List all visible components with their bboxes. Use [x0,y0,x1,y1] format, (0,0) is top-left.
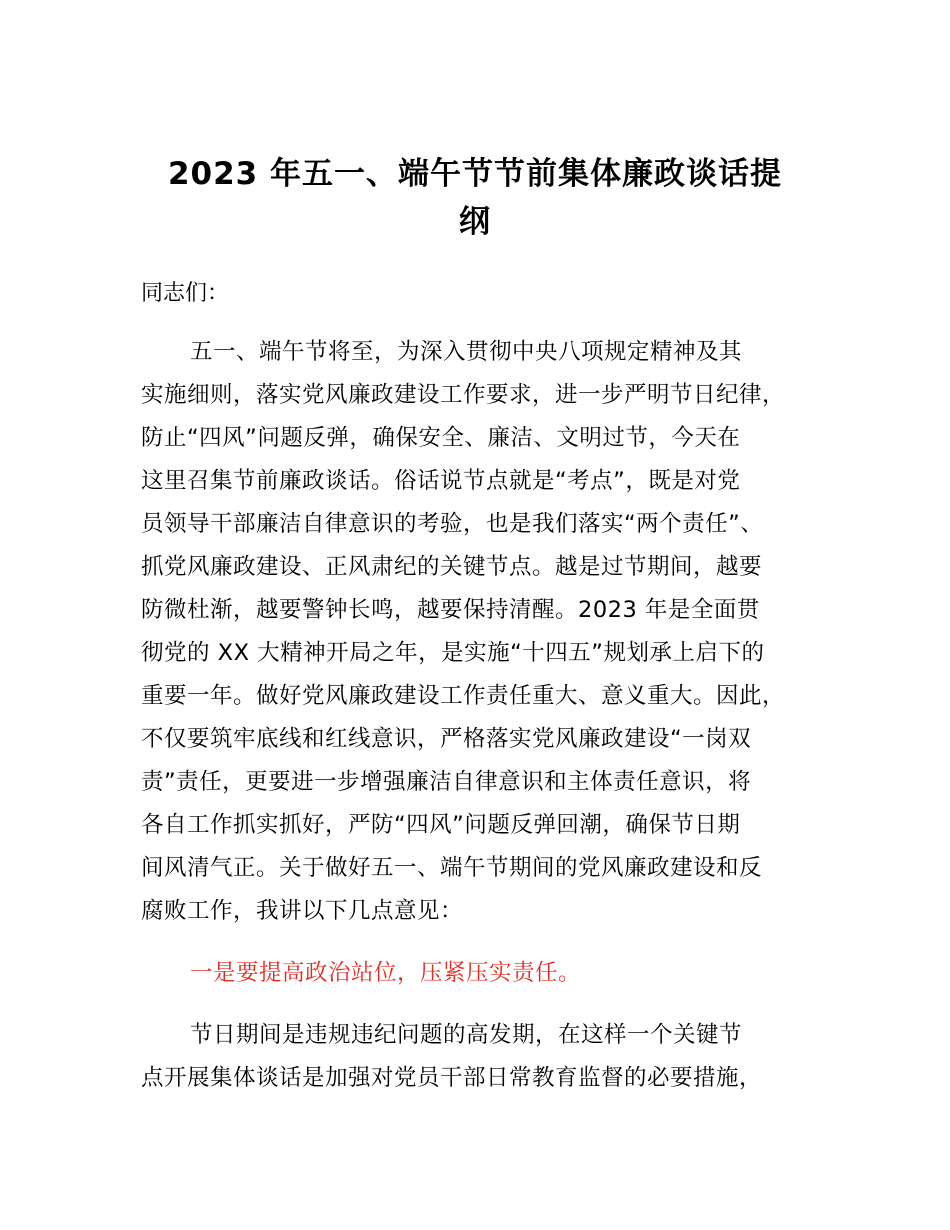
paragraph-line: 防微杜渐，越要警钟长鸣，越要保持清醒。2023 年是全面贯 [141,597,760,623]
paragraph-line: 各自工作抓实抓好，严防“四风”问题反弹回潮，确保节日期 [141,812,741,838]
paragraph-line: 员领导干部廉洁自律意识的考验，也是我们落实“两个责任”、 [141,511,764,537]
paragraph-line: 腐败工作，我讲以下几点意见： [141,898,464,924]
paragraph-line: 节日期间是违规违纪问题的高发期，在这样一个关键节 [190,1022,743,1048]
paragraph-line: 点开展集体谈话是加强对党员干部日常教育监督的必要措施， [141,1065,763,1091]
paragraph-line: 不仅要筑牢底线和红线意识，严格落实党风廉政建设“一岗双 [141,726,752,752]
salutation: 同志们： [141,281,230,306]
paragraph-line: 彻党的 XX 大精神开局之年，是实施“十四五”规划承上启下的 [141,640,765,666]
paragraph-line: 责”责任，更要进一步增强廉洁自律意识和主体责任意识，将 [141,769,752,795]
paragraph-line: 这里召集节前廉政谈话。俗话说节点就是“考点”，既是对党 [141,468,741,494]
paragraph-line: 防止“四风”问题反弹，确保安全、廉洁、文明过节，今天在 [141,425,741,451]
document-title-line-1: 2023 年五一、端午节节前集体廉政谈话提 [167,156,783,192]
section-heading-1: 一是要提高政治站位，压紧压实责任。 [190,960,582,986]
paragraph-line: 抓党风廉政建设、正风肃纪的关键节点。越是过节期间，越要 [141,554,763,580]
paragraph-line: 实施细则，落实党风廉政建设工作要求，进一步严明节日纪律， [141,382,786,408]
paragraph-line: 间风清气正。关于做好五一、端午节期间的党风廉政建设和反 [141,855,763,881]
document-title-line-2: 纲 [459,204,491,240]
paragraph-line: 五一、端午节将至，为深入贯彻中央八项规定精神及其 [190,339,743,365]
paragraph-line: 重要一年。做好党风廉政建设工作责任重大、意义重大。因此， [141,683,786,709]
